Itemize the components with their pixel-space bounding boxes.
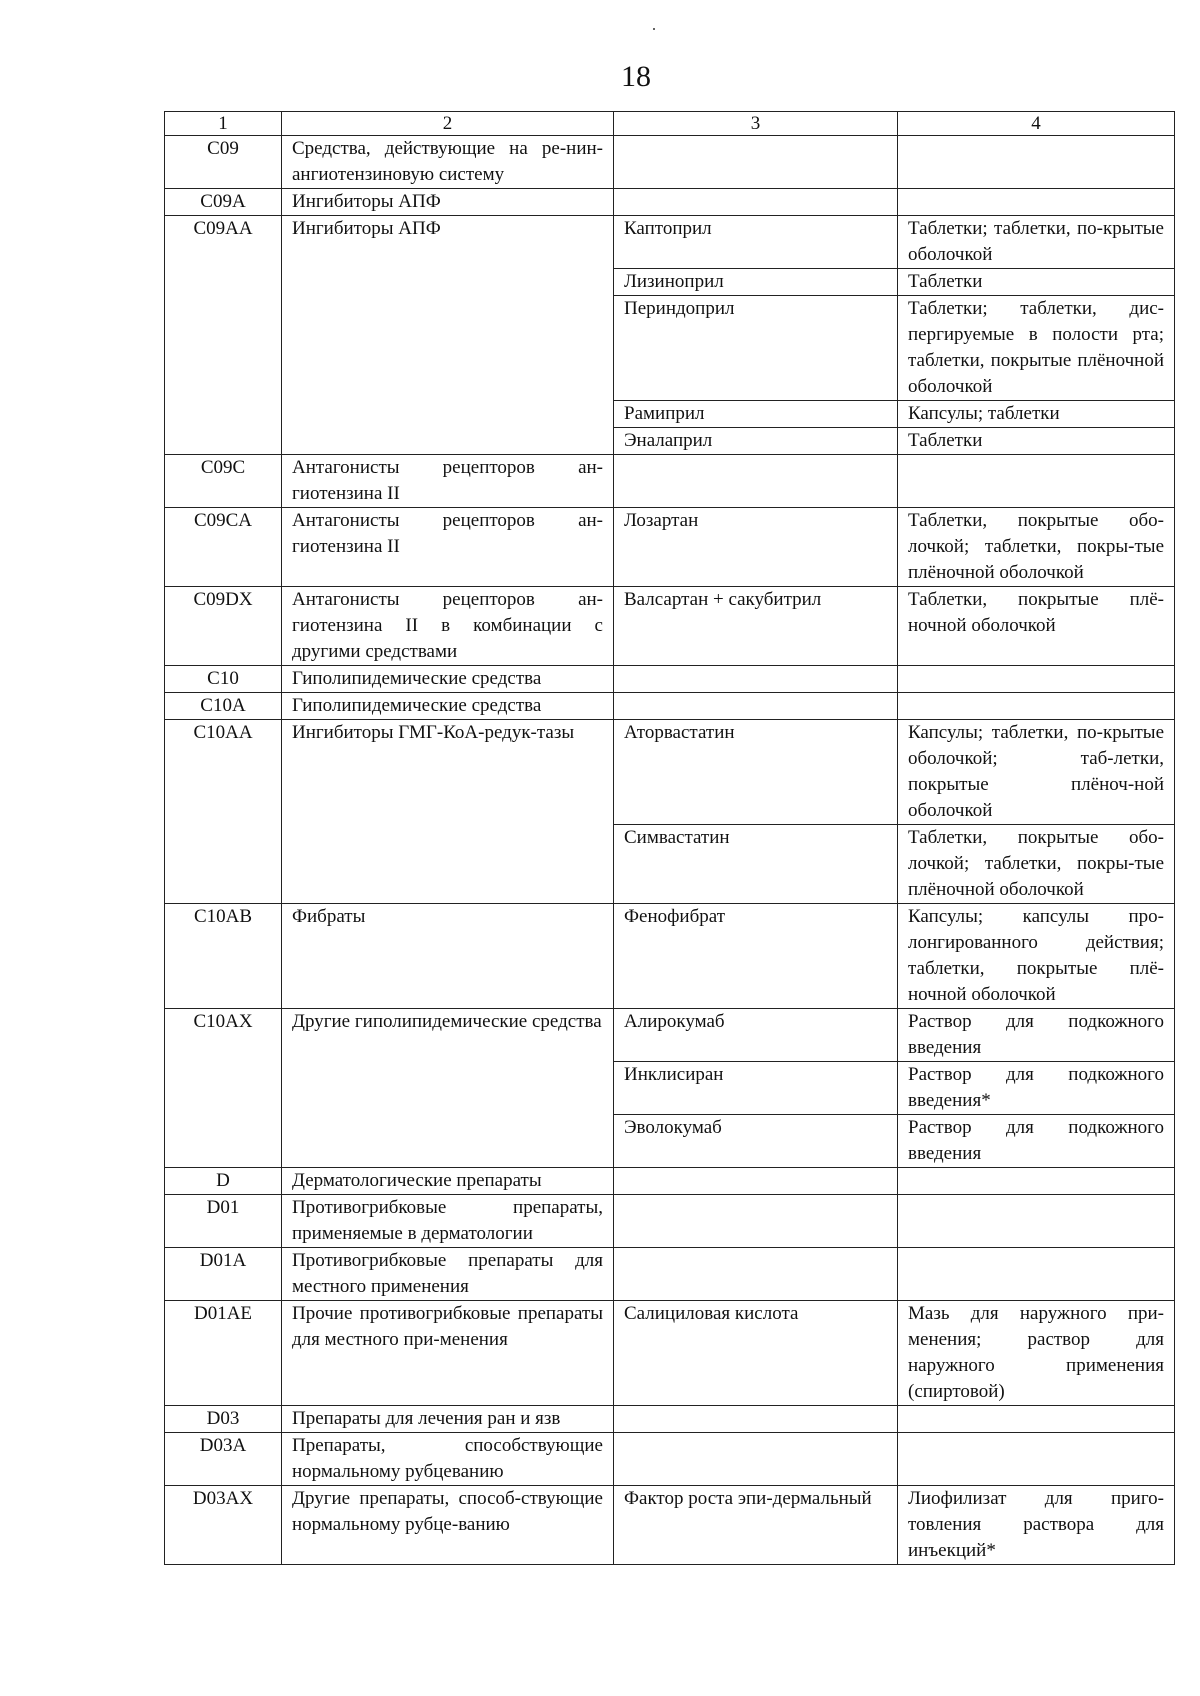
atc-code-cell: C09C	[165, 455, 282, 508]
dosage-form-cell: Лиофилизат для приго-товления раствора для инъекций*	[898, 1486, 1175, 1565]
drug-name-cell: Салициловая кислота	[614, 1301, 898, 1406]
drug-name-cell: Инклисиран	[614, 1062, 898, 1115]
drug-name-cell	[614, 455, 898, 508]
atc-group-name-cell: Гиполипидемические средства	[282, 666, 614, 693]
atc-code-cell: D	[165, 1168, 282, 1195]
dosage-form-cell	[898, 666, 1175, 693]
table-row	[165, 455, 1175, 508]
drug-name-cell: Эналаприл	[614, 428, 898, 455]
atc-code-cell: C10AX	[165, 1009, 282, 1168]
table-row	[165, 1406, 1175, 1433]
atc-group-name-cell: Антагонисты рецепторов ан-гиотензина II	[282, 508, 614, 587]
atc-group-name-cell: Препараты, способствующие нормальному рубцеванию	[282, 1433, 614, 1486]
atc-group-name-cell: Противогрибковые препараты, применяемые в дерматологии	[282, 1195, 614, 1248]
atc-group-name-cell: Антагонисты рецепторов ан-гиотензина II в комбинации с другими средствами	[282, 587, 614, 666]
atc-group-name-cell: Фибраты	[282, 904, 614, 1009]
atc-group-name-cell: Другие гиполипидемические средства	[282, 1009, 614, 1168]
atc-code-cell: D01A	[165, 1248, 282, 1301]
dosage-form-cell	[898, 693, 1175, 720]
table-row	[165, 1486, 1175, 1565]
dosage-form-cell: Капсулы; капсулы про-лонгированного действия; таблетки, покрытые плё-ночной оболочкой	[898, 904, 1175, 1009]
atc-code-cell: D03AX	[165, 1486, 282, 1565]
atc-code-cell: C09CA	[165, 508, 282, 587]
header-row	[165, 112, 1175, 136]
drug-name-cell: Рамиприл	[614, 401, 898, 428]
dosage-form-cell: Капсулы; таблетки	[898, 401, 1175, 428]
drug-name-cell	[614, 1195, 898, 1248]
dosage-form-cell: Таблетки, покрытые плё-ночной оболочкой	[898, 587, 1175, 666]
dosage-form-cell	[898, 455, 1175, 508]
column-header: 3	[614, 112, 898, 136]
table-row	[165, 216, 1175, 269]
table-row	[165, 1195, 1175, 1248]
dosage-form-cell: Таблетки, покрытые обо-лочкой; таблетки, покры-тые плёночной оболочкой	[898, 825, 1175, 904]
atc-code-cell: D03A	[165, 1433, 282, 1486]
atc-group-name-cell: Средства, действующие на ре-нин-ангиотензиновую систему	[282, 136, 614, 189]
atc-group-name-cell: Прочие противогрибковые препараты для местного при-менения	[282, 1301, 614, 1406]
atc-code-cell: C09DX	[165, 587, 282, 666]
table-row	[165, 136, 1175, 189]
drug-name-cell	[614, 1433, 898, 1486]
atc-code-cell: D03	[165, 1406, 282, 1433]
dosage-form-cell: Таблетки	[898, 269, 1175, 296]
dosage-form-cell	[898, 1168, 1175, 1195]
drug-name-cell: Фенофибрат	[614, 904, 898, 1009]
drug-name-cell: Эволокумаб	[614, 1115, 898, 1168]
table-row	[165, 508, 1175, 587]
drug-name-cell: Каптоприл	[614, 216, 898, 269]
atc-group-name-cell: Ингибиторы ГМГ-КоА-редук-тазы	[282, 720, 614, 904]
column-header: 4	[898, 112, 1175, 136]
dosage-form-cell	[898, 1406, 1175, 1433]
dosage-form-cell: Таблетки	[898, 428, 1175, 455]
dosage-form-cell	[898, 136, 1175, 189]
scan-speck	[653, 28, 655, 30]
drug-name-cell	[614, 1406, 898, 1433]
drug-name-cell	[614, 1248, 898, 1301]
dosage-form-cell: Раствор для подкожного введения	[898, 1115, 1175, 1168]
table-row	[165, 1168, 1175, 1195]
dosage-form-cell: Мазь для наружного при-менения; раствор для наружного применения (спиртовой)	[898, 1301, 1175, 1406]
drug-name-cell: Алирокумаб	[614, 1009, 898, 1062]
drug-name-cell: Валсартан + сакубитрил	[614, 587, 898, 666]
column-header: 1	[165, 112, 282, 136]
table-row	[165, 1248, 1175, 1301]
drug-name-cell: Лозартан	[614, 508, 898, 587]
drug-name-cell: Симвастатин	[614, 825, 898, 904]
atc-group-name-cell: Другие препараты, способ-ствующие нормальному рубце-ванию	[282, 1486, 614, 1565]
atc-code-cell: C10AA	[165, 720, 282, 904]
atc-group-name-cell: Противогрибковые препараты для местного применения	[282, 1248, 614, 1301]
atc-code-cell: D01	[165, 1195, 282, 1248]
drug-name-cell: Фактор роста эпи-дермальный	[614, 1486, 898, 1565]
drug-name-cell: Периндоприл	[614, 296, 898, 401]
drug-name-cell	[614, 136, 898, 189]
drug-name-cell: Лизиноприл	[614, 269, 898, 296]
table-row	[165, 1009, 1175, 1062]
dosage-form-cell	[898, 1195, 1175, 1248]
table-row	[165, 189, 1175, 216]
page-number: 18	[621, 60, 651, 93]
dosage-form-cell: Таблетки; таблетки, по-крытые оболочкой	[898, 216, 1175, 269]
drug-name-cell: Аторвастатин	[614, 720, 898, 825]
table-body	[165, 136, 1175, 1565]
drug-name-cell	[614, 693, 898, 720]
dosage-form-cell: Раствор для подкожного введения*	[898, 1062, 1175, 1115]
table-row	[165, 904, 1175, 1009]
atc-group-name-cell: Антагонисты рецепторов ан-гиотензина II	[282, 455, 614, 508]
dosage-form-cell: Раствор для подкожного введения	[898, 1009, 1175, 1062]
atc-group-name-cell: Ингибиторы АПФ	[282, 189, 614, 216]
atc-code-cell: C09A	[165, 189, 282, 216]
dosage-form-cell	[898, 1433, 1175, 1486]
atc-code-cell: D01AE	[165, 1301, 282, 1406]
atc-group-name-cell: Ингибиторы АПФ	[282, 216, 614, 455]
atc-code-cell: C10AB	[165, 904, 282, 1009]
dosage-form-cell	[898, 1248, 1175, 1301]
drug-table	[164, 111, 1175, 1565]
drug-name-cell	[614, 1168, 898, 1195]
table-row	[165, 1301, 1175, 1406]
drug-name-cell	[614, 666, 898, 693]
table-row	[165, 587, 1175, 666]
atc-code-cell: C09AA	[165, 216, 282, 455]
atc-code-cell: C10A	[165, 693, 282, 720]
atc-group-name-cell: Гиполипидемические средства	[282, 693, 614, 720]
dosage-form-cell: Капсулы; таблетки, по-крытые оболочкой; таб-летки, покрытые плёноч-ной оболочкой	[898, 720, 1175, 825]
atc-group-name-cell: Препараты для лечения ран и язв	[282, 1406, 614, 1433]
column-header: 2	[282, 112, 614, 136]
table-row	[165, 666, 1175, 693]
atc-group-name-cell: Дерматологические препараты	[282, 1168, 614, 1195]
table-row	[165, 1433, 1175, 1486]
table-row	[165, 720, 1175, 825]
dosage-form-cell	[898, 189, 1175, 216]
dosage-form-cell: Таблетки; таблетки, дис-пергируемые в полости рта; таблетки, покрытые плёночной оболочкой	[898, 296, 1175, 401]
atc-code-cell: C09	[165, 136, 282, 189]
atc-code-cell: C10	[165, 666, 282, 693]
dosage-form-cell: Таблетки, покрытые обо-лочкой; таблетки, покры-тые плёночной оболочкой	[898, 508, 1175, 587]
drug-name-cell	[614, 189, 898, 216]
table-row	[165, 693, 1175, 720]
